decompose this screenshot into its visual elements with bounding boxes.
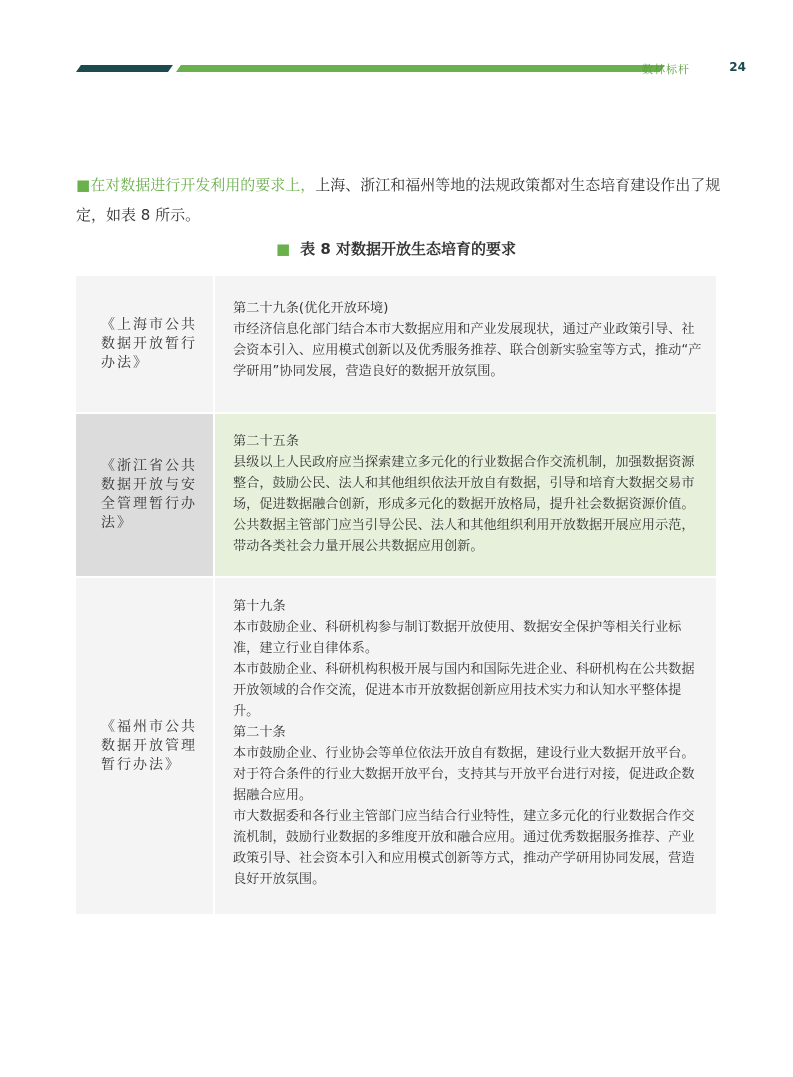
table-caption [76, 238, 716, 259]
table-row [76, 276, 716, 412]
brand-label: 数林标杆 [642, 63, 690, 76]
table-caption-text: 表 8 对数据开放生态培育的要求 [300, 240, 517, 258]
regulation-name: 《福州市公共数据开放管理暂行办法》 [76, 578, 213, 914]
regulation-content [215, 276, 716, 412]
header-stripe-green [176, 65, 665, 72]
article-title: 第十九条 [233, 599, 286, 614]
article-title: 第二十九条(优化开放环境) [233, 301, 389, 316]
regulation-content [215, 578, 716, 914]
regulation-content [215, 414, 716, 576]
requirements-table [76, 276, 716, 914]
article-text: 本市鼓励企业、科研机构参与制订数据开放使用、数据安全保护等相关行业标准，建立行业自律体系。 [233, 620, 682, 656]
article-text: 市经济信息化部门结合本市大数据应用和产业发展现状，通过产业政策引导、社会资本引入、应用模式创新以及优秀服务推荐、联合创新实验室等方式，推动“产学研用”协同发展，营造良好的数据开放氛围。 [233, 322, 702, 379]
table-row [76, 414, 716, 576]
regulation-name: 《浙江省公共数据开放与安全管理暂行办法》 [76, 414, 213, 576]
article-text: 市大数据委和各行业主管部门应当结合行业特性，建立多元化的行业数据合作交流机制，鼓励行业数据的多维度开放和融合应用。通过优秀数据服务推荐、产业政策引导、社会资本引入和应用模式创新等方式，推动产学研用协同发展，营造良好开放氛围。 [233, 809, 695, 887]
article-text: 本市鼓励企业、科研机构积极开展与国内和国际先进企业、科研机构在公共数据开放领域的合作交流，促进本市开放数据创新应用技术实力和认知水平整体提升。 [233, 662, 695, 719]
article-text: 本市鼓励企业、行业协会等单位依法开放自有数据，建设行业大数据开放平台。对于符合条件的行业大数据开放平台，支持其与开放平台进行对接，促进政企数据融合应用。 [233, 746, 695, 803]
intro-text: 上海、浙江和福州等地的法规政策都对生态培育建设作出了规定，如表 8 所示。 [76, 176, 721, 224]
bullet-square-icon: ■ [76, 176, 91, 194]
article-text: 县级以上人民政府应当探索建立多元化的行业数据合作交流机制，加强数据资源整合，鼓励公民、法人和其他组织依法开放自有数据，引导和培育大数据交易市场，促进数据融合创新，形成多元化的数据开放格局，提升社会数据资源价值。公共数据主管部门应当引导公民、法人和其他组织利用开放数据开展应用示范，带动各类社会力量开展公共数据应用创新。 [233, 455, 695, 554]
regulation-name: 《上海市公共数据开放暂行办法》 [76, 276, 213, 412]
article-title: 第二十条 [233, 725, 286, 740]
intro-highlight: 在对数据进行开发利用的要求上， [90, 176, 316, 194]
header-bar [0, 60, 793, 76]
header-stripe-dark [76, 65, 173, 72]
article-title: 第二十五条 [233, 434, 299, 449]
page-number: 24 [729, 60, 746, 74]
caption-square-icon: ■ [275, 240, 291, 258]
table-row [76, 578, 716, 914]
intro-paragraph [76, 170, 721, 230]
